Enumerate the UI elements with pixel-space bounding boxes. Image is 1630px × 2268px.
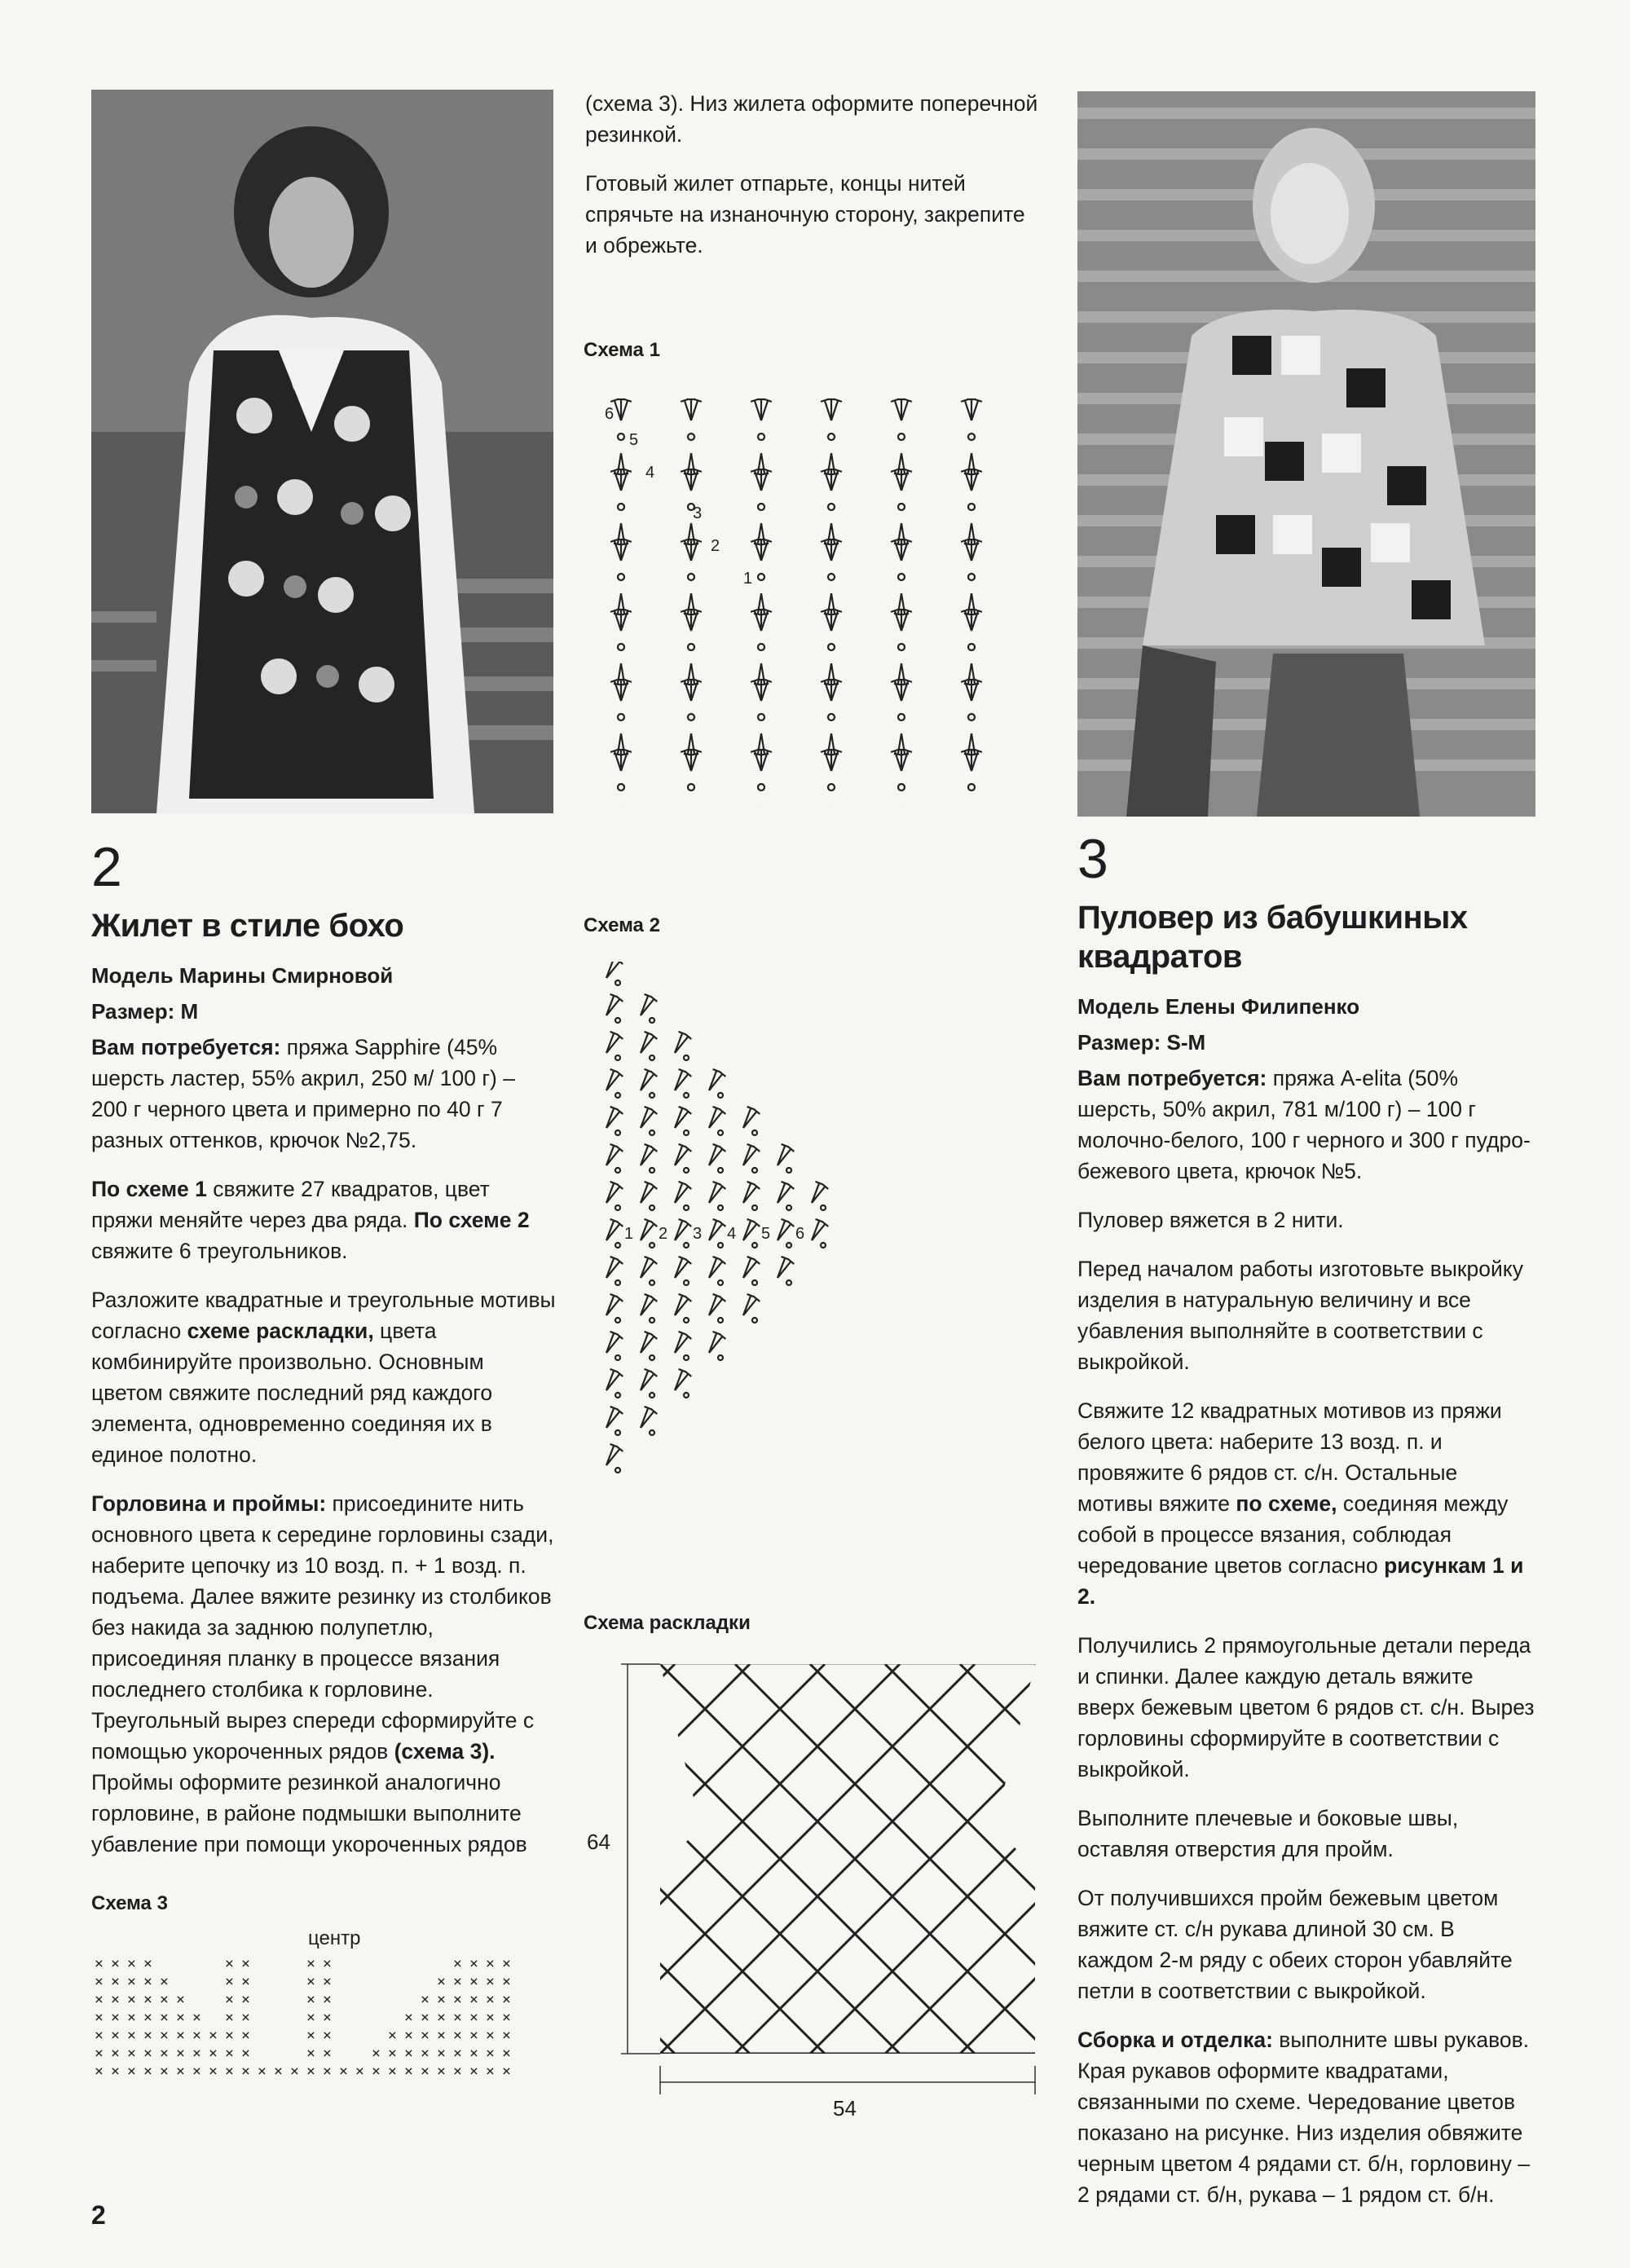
svg-text:×: × bbox=[111, 2063, 120, 2080]
svg-text:×: × bbox=[95, 2027, 104, 2044]
svg-text:×: × bbox=[241, 2009, 250, 2026]
materials-paragraph bbox=[1077, 1063, 1535, 1187]
svg-text:×: × bbox=[502, 1973, 511, 1990]
svg-text:×: × bbox=[209, 2063, 218, 2080]
materials-label: Вам потребуется: bbox=[1077, 1066, 1267, 1090]
svg-text:×: × bbox=[192, 2009, 201, 2026]
svg-text:×: × bbox=[95, 1991, 104, 2008]
article-number: 2 bbox=[91, 836, 122, 898]
scheme1-label: Схема 1 bbox=[584, 339, 660, 361]
article-number: 3 bbox=[1077, 828, 1108, 890]
text-span: свяжите 27 квадратов, цвет пряжи меняйте через два ряда. bbox=[91, 1177, 490, 1232]
svg-text:×: × bbox=[143, 2027, 152, 2044]
svg-text:×: × bbox=[306, 2045, 315, 2062]
svg-text:×: × bbox=[306, 1991, 315, 2008]
svg-text:×: × bbox=[274, 2063, 283, 2080]
svg-text:×: × bbox=[486, 2027, 495, 2044]
svg-text:×: × bbox=[453, 2009, 462, 2026]
size-line: Размер: М bbox=[91, 999, 199, 1024]
body-paragraph: Пуловер вяжется в 2 нити. bbox=[1077, 1208, 1344, 1232]
svg-text:×: × bbox=[143, 2063, 152, 2080]
svg-text:×: × bbox=[225, 1955, 234, 1972]
body-paragraph: Получились 2 прямоугольные детали переда и спинки. Далее каждую деталь вяжите вверх бежевым цветом 6 рядов ст. с/н. Вырез горловины сформируйте в соответствии с выкройкой. bbox=[1077, 1633, 1535, 1781]
svg-text:×: × bbox=[469, 1955, 478, 1972]
materials-text: пряжа Sapphire (45% шерсть ластер, 55% акрил, 250 м/ 100 г) – 200 г черного цвета и примерно по 40 г 7 разных оттенков, крючок №2,75. bbox=[91, 1035, 515, 1152]
vest-photo bbox=[91, 90, 553, 813]
svg-text:×: × bbox=[486, 1973, 495, 1990]
size-line: Размер: S-M bbox=[1077, 1030, 1206, 1055]
right-article bbox=[1077, 828, 1535, 2228]
svg-text:×: × bbox=[323, 1973, 332, 1990]
svg-text:×: × bbox=[127, 1991, 136, 2008]
svg-text:×: × bbox=[323, 2027, 332, 2044]
row-number: 6 bbox=[605, 405, 615, 423]
svg-text:×: × bbox=[339, 2063, 348, 2080]
svg-text:×: × bbox=[241, 1955, 250, 1972]
row-number: 3 bbox=[693, 1225, 703, 1243]
materials-paragraph bbox=[91, 1032, 556, 1156]
svg-text:×: × bbox=[160, 2063, 169, 2080]
svg-text:×: × bbox=[127, 1973, 136, 1990]
svg-text:×: × bbox=[176, 2027, 185, 2044]
svg-text:×: × bbox=[111, 2009, 120, 2026]
svg-text:×: × bbox=[160, 2027, 169, 2044]
text-span: выполните швы рукавов. Края рукавов оформите квадратами, связанными по схеме. Чередование цветов показано на рисунке. Низ изделия обвяжите черным цветом 4 рядами ст. б/н, горловину – 2 рядами ст. б/н, рукава – 1 рядом ст. б/н. bbox=[1077, 2028, 1531, 2207]
svg-text:×: × bbox=[143, 2045, 152, 2062]
row-number: 1 bbox=[624, 1225, 634, 1243]
text-span: Проймы оформите резинкой аналогично горловине, в районе подмышки выполните убавление при помощи укороченных рядов bbox=[91, 1770, 527, 1856]
svg-text:×: × bbox=[437, 2009, 446, 2026]
row-number: 1 bbox=[743, 570, 753, 588]
row-number: 5 bbox=[761, 1225, 771, 1243]
text-span: соединяя между собой в процессе вязания, соблюдая чередование цветов согласно bbox=[1077, 1491, 1509, 1578]
svg-text:×: × bbox=[372, 2045, 381, 2062]
svg-text:×: × bbox=[388, 2045, 397, 2062]
svg-text:×: × bbox=[469, 1973, 478, 1990]
text-span: Разложите квадратные и треугольные мотивы согласно bbox=[91, 1288, 556, 1343]
body-paragraph: От получившихся пройм бежевым цветом вяжите ст. с/н рукава длиной 30 см. В каждом 2-м ряду с обеих сторон убавляйте петли в соответствии с выкройкой. bbox=[1077, 1886, 1513, 2003]
svg-text:×: × bbox=[225, 1973, 234, 1990]
layout-scheme-label: Схема раскладки bbox=[584, 1612, 751, 1634]
svg-text:×: × bbox=[241, 2045, 250, 2062]
svg-text:×: × bbox=[111, 2045, 120, 2062]
svg-text:×: × bbox=[486, 2045, 495, 2062]
svg-text:×: × bbox=[355, 2063, 364, 2080]
article-body bbox=[1077, 1063, 1535, 2210]
svg-text:×: × bbox=[111, 1991, 120, 2008]
svg-text:×: × bbox=[453, 1991, 462, 2008]
svg-text:×: × bbox=[502, 2027, 511, 2044]
svg-text:×: × bbox=[143, 1973, 152, 1990]
svg-text:×: × bbox=[421, 1991, 430, 2008]
svg-text:×: × bbox=[241, 1991, 250, 2008]
svg-text:×: × bbox=[421, 2027, 430, 2044]
middle-paragraph-1: (схема 3). Низ жилета оформите поперечной резинкой. bbox=[585, 91, 1038, 147]
svg-text:×: × bbox=[241, 1973, 250, 1990]
svg-text:×: × bbox=[143, 2009, 152, 2026]
layout-scheme-chart bbox=[579, 1654, 1060, 2127]
text-span: Свяжите 12 квадратных мотивов из пряжи белого цвета: наберите 13 возд. п. и провяжите 6 рядов ст. с/н. Остальные мотивы вяжите bbox=[1077, 1398, 1502, 1516]
svg-text:×: × bbox=[502, 1991, 511, 2008]
scheme1-chart bbox=[588, 388, 1004, 804]
svg-text:×: × bbox=[192, 2063, 201, 2080]
svg-text:×: × bbox=[127, 2027, 136, 2044]
svg-text:×: × bbox=[404, 2009, 413, 2026]
svg-text:×: × bbox=[421, 2063, 430, 2080]
row-number: 5 bbox=[629, 431, 639, 449]
materials-text: пряжа A-elita (50% шерсть, 50% акрил, 781 м/100 г) – 100 г молочно-белого, 100 г черного и 300 г пудро-бежевого цвета, крючок №5. bbox=[1077, 1066, 1531, 1183]
svg-text:×: × bbox=[95, 1973, 104, 1990]
svg-text:×: × bbox=[486, 1955, 495, 1972]
svg-text:×: × bbox=[502, 1955, 511, 1972]
body-paragraph: Выполните плечевые и боковые швы, оставляя отверстия для пройм. bbox=[1077, 1806, 1459, 1861]
svg-text:×: × bbox=[160, 1991, 169, 2008]
scheme2-ref: По схеме 2 bbox=[413, 1208, 530, 1232]
text-span: свяжите 6 треугольников. bbox=[91, 1239, 348, 1263]
svg-text:×: × bbox=[453, 2027, 462, 2044]
svg-text:×: × bbox=[127, 1955, 136, 1972]
svg-text:×: × bbox=[111, 1955, 120, 1972]
svg-text:×: × bbox=[469, 2027, 478, 2044]
svg-text:×: × bbox=[486, 1991, 495, 2008]
svg-text:×: × bbox=[372, 2063, 381, 2080]
svg-text:×: × bbox=[306, 1955, 315, 1972]
model-author: Модель Елены Филипенко bbox=[1077, 994, 1360, 1019]
svg-text:×: × bbox=[209, 2027, 218, 2044]
article-body bbox=[91, 1032, 556, 1860]
svg-text:×: × bbox=[176, 2045, 185, 2062]
row-number: 2 bbox=[659, 1225, 668, 1243]
svg-text:×: × bbox=[176, 1991, 185, 2008]
svg-text:×: × bbox=[225, 2045, 234, 2062]
svg-text:×: × bbox=[486, 2063, 495, 2080]
svg-text:×: × bbox=[453, 1955, 462, 1972]
svg-text:×: × bbox=[225, 1991, 234, 2008]
svg-text:×: × bbox=[469, 2045, 478, 2062]
svg-text:×: × bbox=[469, 1991, 478, 2008]
svg-text:×: × bbox=[306, 2009, 315, 2026]
model-author: Модель Марины Смирновой bbox=[91, 963, 394, 988]
bold-span: рисункам 1 и 2. bbox=[1077, 1553, 1524, 1609]
svg-text:×: × bbox=[290, 2063, 299, 2080]
svg-text:×: × bbox=[388, 2063, 397, 2080]
svg-text:×: × bbox=[453, 2045, 462, 2062]
svg-text:×: × bbox=[404, 2027, 413, 2044]
svg-text:×: × bbox=[306, 2027, 315, 2044]
svg-text:×: × bbox=[469, 2063, 478, 2080]
svg-text:×: × bbox=[388, 2027, 397, 2044]
scheme3-label: Схема 3 bbox=[91, 1892, 168, 1914]
svg-text:×: × bbox=[192, 2045, 201, 2062]
svg-text:×: × bbox=[95, 2045, 104, 2062]
svg-text:×: × bbox=[323, 2045, 332, 2062]
svg-text:×: × bbox=[127, 2063, 136, 2080]
scheme1-ref: По схеме 1 bbox=[91, 1177, 207, 1201]
svg-text:×: × bbox=[95, 1955, 104, 1972]
svg-text:×: × bbox=[160, 1973, 169, 1990]
svg-text:×: × bbox=[404, 2045, 413, 2062]
scheme3-ref: (схема 3). bbox=[394, 1739, 496, 1764]
svg-text:×: × bbox=[160, 2045, 169, 2062]
svg-text:×: × bbox=[323, 2063, 332, 2080]
layout-height-value: 64 bbox=[587, 1830, 610, 1854]
svg-text:×: × bbox=[437, 2063, 446, 2080]
svg-text:×: × bbox=[469, 2009, 478, 2026]
article-title: Пуловер из бабушкиных квадратов bbox=[1077, 900, 1468, 975]
scheme2-label: Схема 2 bbox=[584, 914, 660, 936]
finishing-paragraph bbox=[1077, 2024, 1535, 2210]
svg-text:×: × bbox=[127, 2045, 136, 2062]
svg-text:×: × bbox=[111, 2027, 120, 2044]
finishing-label: Сборка и отделка: bbox=[1077, 2028, 1273, 2052]
left-article bbox=[91, 836, 556, 1878]
page-number: 2 bbox=[91, 2200, 106, 2230]
text-span: цвета комбинируйте произвольно. Основным цветом свяжите последний ряд каждого элемента, одновременно соединяя их в единое полотно. bbox=[91, 1319, 493, 1467]
svg-text:×: × bbox=[437, 2045, 446, 2062]
layout-width-value: 54 bbox=[833, 2096, 857, 2120]
svg-text:×: × bbox=[225, 2009, 234, 2026]
svg-text:×: × bbox=[160, 2009, 169, 2026]
scheme3-center-label: центр bbox=[308, 1927, 361, 1949]
neckline-label: Горловина и проймы: bbox=[91, 1491, 327, 1516]
neckline-paragraph bbox=[91, 1488, 556, 1860]
svg-text:×: × bbox=[306, 2063, 315, 2080]
pullover-photo bbox=[1077, 91, 1535, 817]
svg-text:×: × bbox=[111, 1973, 120, 1990]
svg-text:×: × bbox=[225, 2027, 234, 2044]
svg-text:×: × bbox=[404, 2063, 413, 2080]
svg-text:×: × bbox=[421, 2009, 430, 2026]
svg-text:×: × bbox=[437, 1991, 446, 2008]
svg-text:×: × bbox=[143, 1955, 152, 1972]
squares-paragraph bbox=[91, 1174, 556, 1266]
svg-text:×: × bbox=[306, 1973, 315, 1990]
middle-paragraph-2: Готовый жилет отпарьте, концы нитей спрячьте на изнаночную сторону, закрепите и обрежьте. bbox=[585, 171, 1025, 258]
layout-ref: схеме раскладки, bbox=[187, 1319, 374, 1343]
row-number: 3 bbox=[693, 504, 703, 522]
svg-text:×: × bbox=[241, 2027, 250, 2044]
row-number: 4 bbox=[645, 464, 655, 482]
svg-text:×: × bbox=[437, 2027, 446, 2044]
svg-text:×: × bbox=[95, 2009, 104, 2026]
svg-text:×: × bbox=[502, 2063, 511, 2080]
svg-text:×: × bbox=[486, 2009, 495, 2026]
svg-text:×: × bbox=[258, 2063, 267, 2080]
svg-text:×: × bbox=[209, 2045, 218, 2062]
svg-text:×: × bbox=[143, 1991, 152, 2008]
row-number: 6 bbox=[795, 1225, 805, 1243]
svg-text:×: × bbox=[95, 2063, 104, 2080]
svg-text:×: × bbox=[323, 1991, 332, 2008]
row-number: 4 bbox=[727, 1225, 737, 1243]
article-title: Жилет в стиле бохо bbox=[91, 908, 404, 944]
svg-text:×: × bbox=[453, 2063, 462, 2080]
materials-label: Вам потребуется: bbox=[91, 1035, 281, 1059]
svg-text:×: × bbox=[421, 2045, 430, 2062]
svg-text:×: × bbox=[323, 1955, 332, 1972]
bold-span: по схеме, bbox=[1236, 1491, 1337, 1516]
middle-text bbox=[585, 88, 1042, 279]
layout-paragraph bbox=[91, 1284, 556, 1470]
svg-text:×: × bbox=[176, 2009, 185, 2026]
text-span: присоедините нить основного цвета к середине горловины сзади, наберите цепочку из 10 возд. п. + 1 возд. п. подъема. Далее вяжите резинку из столбиков без накида за заднюю полупетлю, присоединяя планку в процессе вязания последнего столбика к горловине. Треугольный вырез спереди сформируйте с помощью укороченных рядов bbox=[91, 1491, 554, 1764]
scheme3-chart bbox=[91, 1944, 540, 2123]
svg-text:×: × bbox=[437, 1973, 446, 1990]
svg-text:×: × bbox=[241, 2063, 250, 2080]
svg-text:×: × bbox=[127, 2009, 136, 2026]
svg-text:×: × bbox=[225, 2063, 234, 2080]
svg-text:×: × bbox=[192, 2027, 201, 2044]
svg-text:×: × bbox=[502, 2045, 511, 2062]
scheme2-chart bbox=[590, 962, 883, 1508]
body-paragraph: Перед началом работы изготовьте выкройку изделия в натуральную величину и все убавления выполняйте в соответствии с выкройкой. bbox=[1077, 1257, 1523, 1374]
svg-text:×: × bbox=[453, 1973, 462, 1990]
svg-text:×: × bbox=[323, 2009, 332, 2026]
svg-text:×: × bbox=[176, 2063, 185, 2080]
motifs-paragraph bbox=[1077, 1395, 1535, 1612]
row-number: 2 bbox=[711, 537, 720, 555]
svg-text:×: × bbox=[502, 2009, 511, 2026]
